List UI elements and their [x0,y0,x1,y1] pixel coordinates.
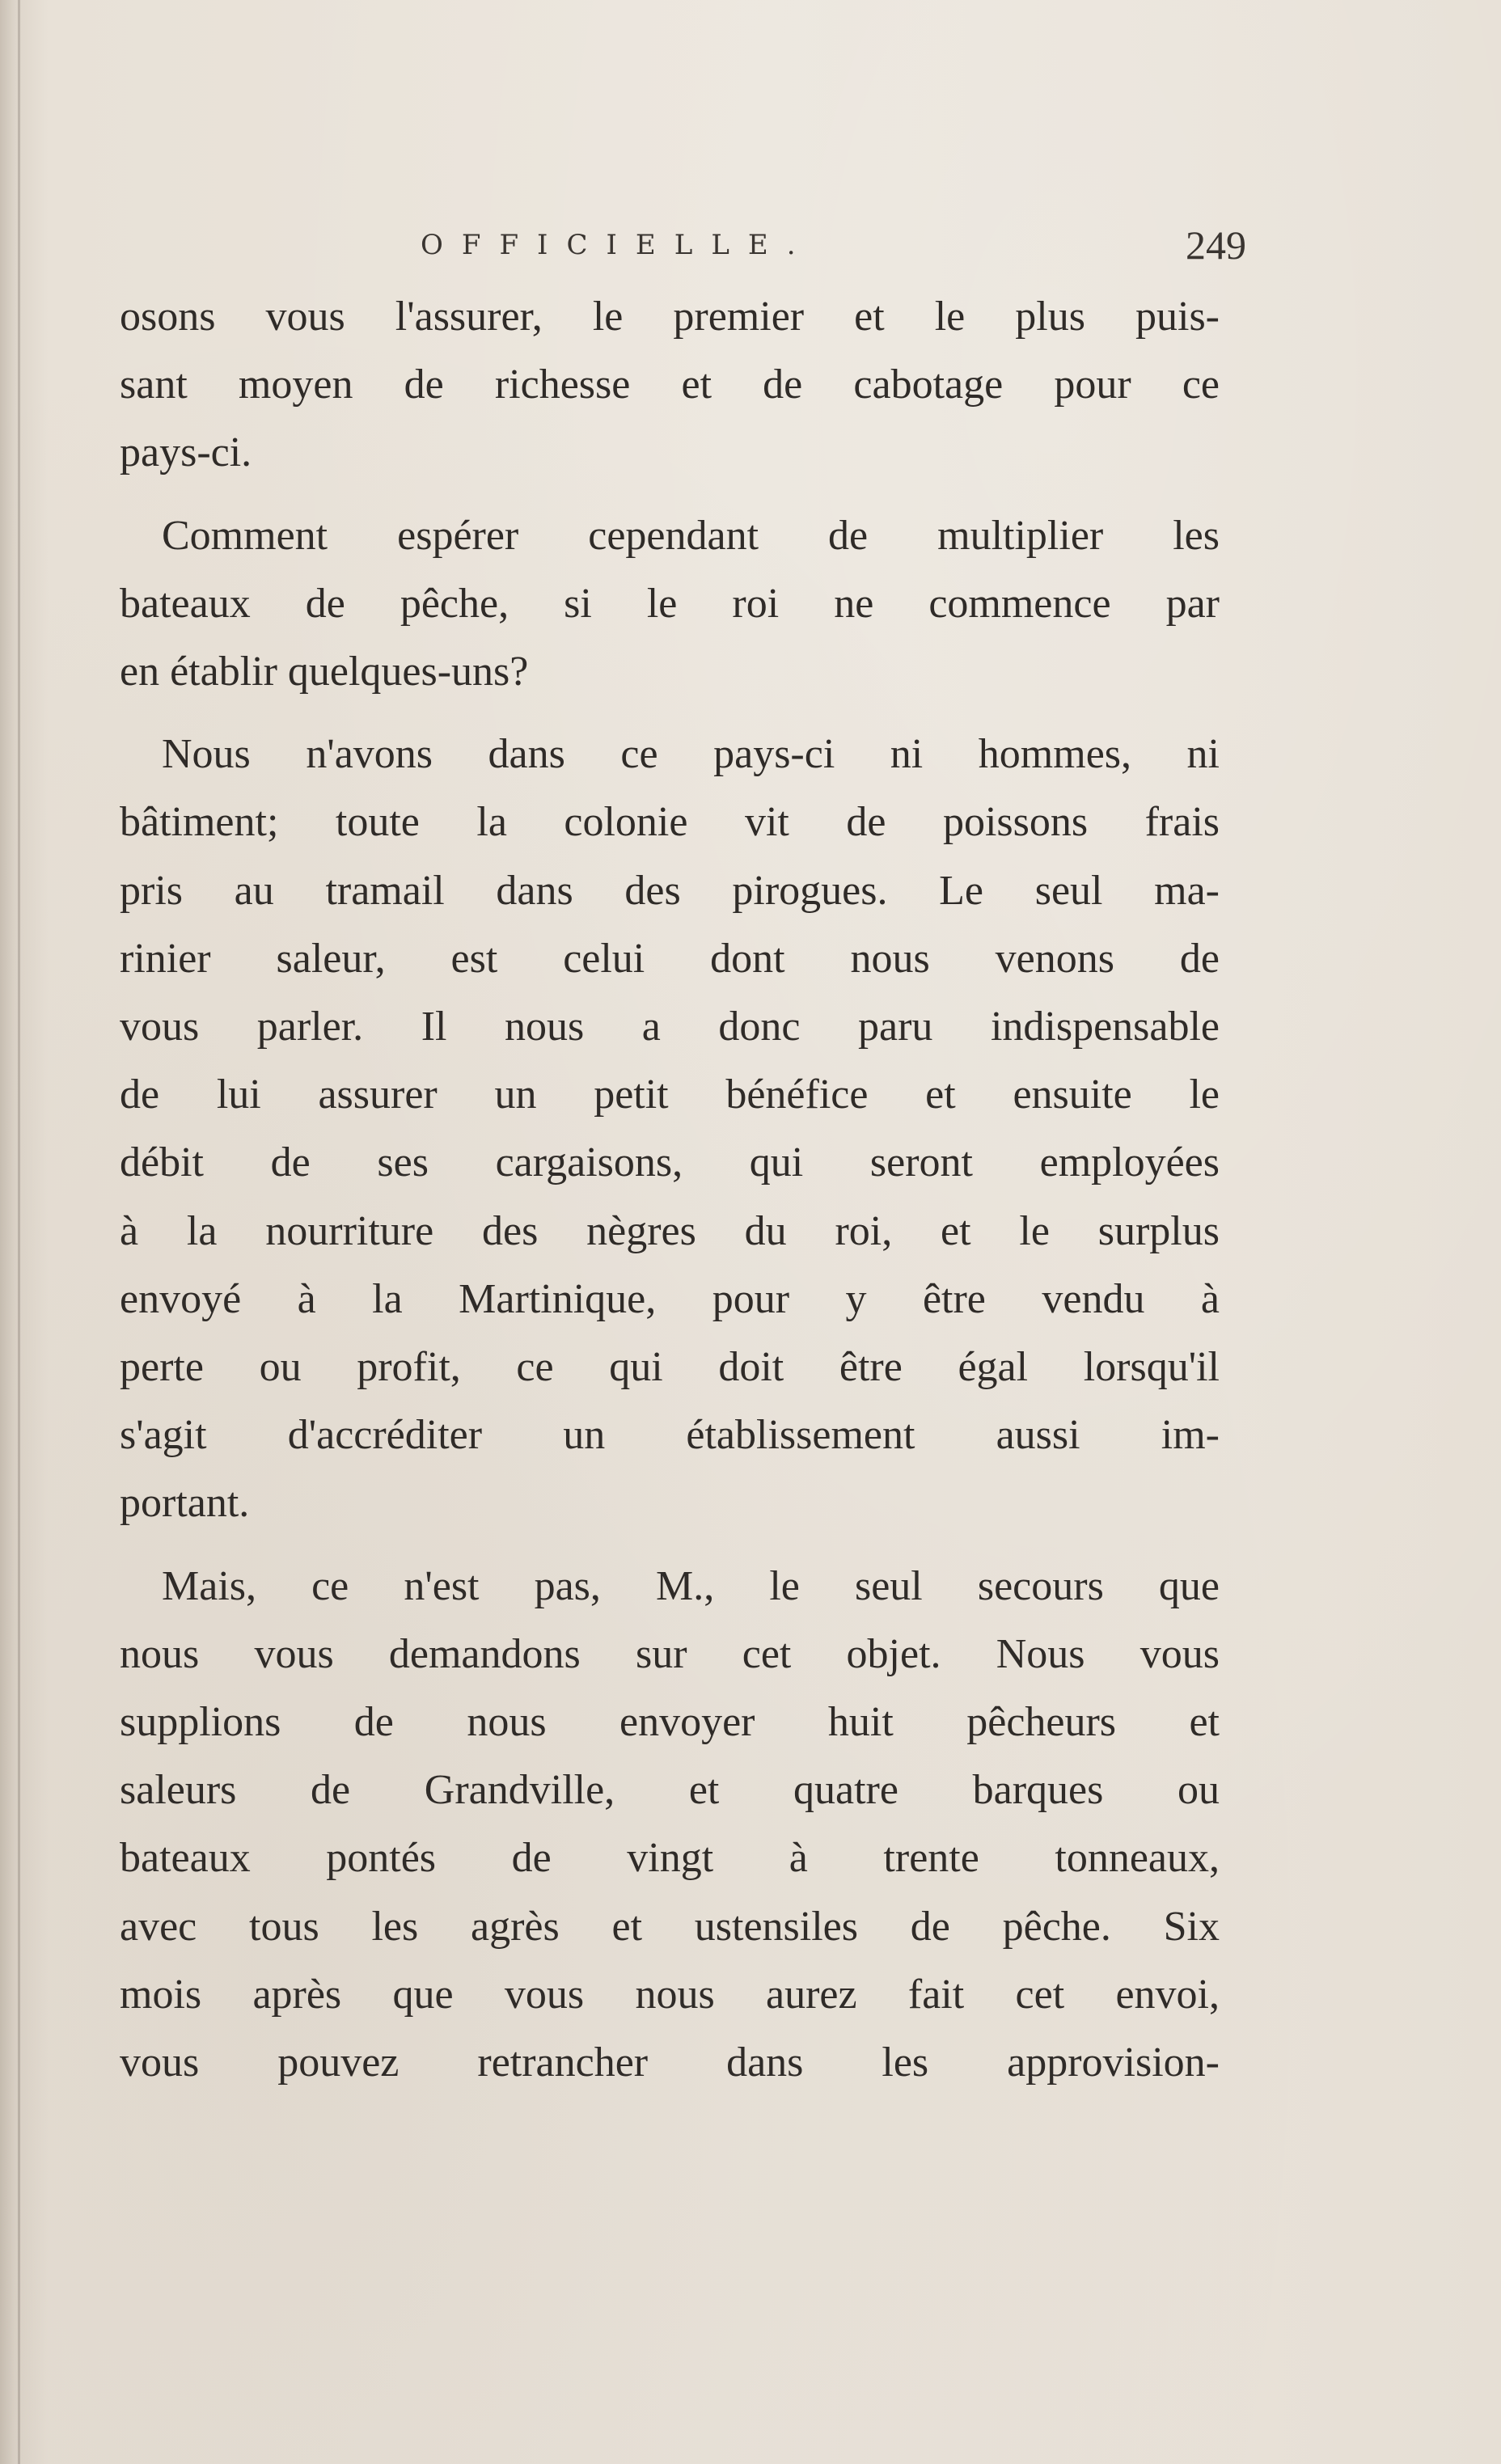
text-line: portant. [120,1480,250,1527]
text-line: débit de ses cargaisons, qui seront employées [120,1139,1220,1186]
text-line: pays-ci. [120,429,252,476]
text-line: de lui assurer un petit bénéfice et ensuite le [120,1071,1220,1118]
page-gutter [18,0,20,2464]
text-line: bâtiment; toute la colonie vit de poissons frais [120,799,1220,846]
text-line: Comment espérer cependant de multiplier les [162,512,1220,559]
text-line: envoyé à la Martinique, pour y être vendu à [120,1275,1220,1322]
paragraph [120,721,1220,1537]
text-line: Mais, ce n'est pas, M., le seul secours que [162,1562,1220,1609]
paragraph [120,283,1220,488]
text-line: saleurs de Grandville, et quatre barques ou [120,1767,1220,1814]
paragraph [120,502,1220,707]
text-line: vous parler. Il nous a donc paru indispensable [120,1004,1220,1050]
text-line: rinier saleur, est celui dont nous venons de [120,935,1220,982]
text-line: perte ou profit, ce qui doit être égal lorsqu'il [120,1344,1220,1391]
text-line: bateaux de pêche, si le roi ne commence par [120,580,1220,627]
text-line: pris au tramail dans des pirogues. Le seul ma- [120,867,1220,914]
text-line: osons vous l'assurer, le premier et le plus puis- [120,294,1220,340]
text-line: s'agit d'accréditer un établissement aussi im- [120,1412,1220,1459]
paragraph [120,1553,1220,2098]
text-line: bateaux pontés de vingt à trente tonneaux, [120,1835,1220,1882]
text-line: avec tous les agrès et ustensiles de pêche. Six [120,1903,1220,1950]
text-line: à la nourriture des nègres du roi, et le surplus [120,1207,1220,1254]
text-line: vous pouvez retrancher dans les approvision- [120,2039,1220,2086]
text-line: mois après que vous nous aurez fait cet envoi, [120,1971,1220,2018]
page-header [0,217,1501,273]
text-line: sant moyen de richesse et de cabotage pour ce [120,361,1220,408]
text-line: supplions de nous envoyer huit pêcheurs et [120,1699,1220,1746]
text-line: nous vous demandons sur cet objet. Nous vous [120,1630,1220,1677]
running-head: OFFICIELLE. [421,229,814,261]
body-text [120,283,1220,2097]
text-line: Nous n'avons dans ce pays-ci ni hommes, ni [162,731,1220,778]
text-line: en établir quelques-uns? [120,649,529,695]
page-number: 249 [1186,222,1246,268]
